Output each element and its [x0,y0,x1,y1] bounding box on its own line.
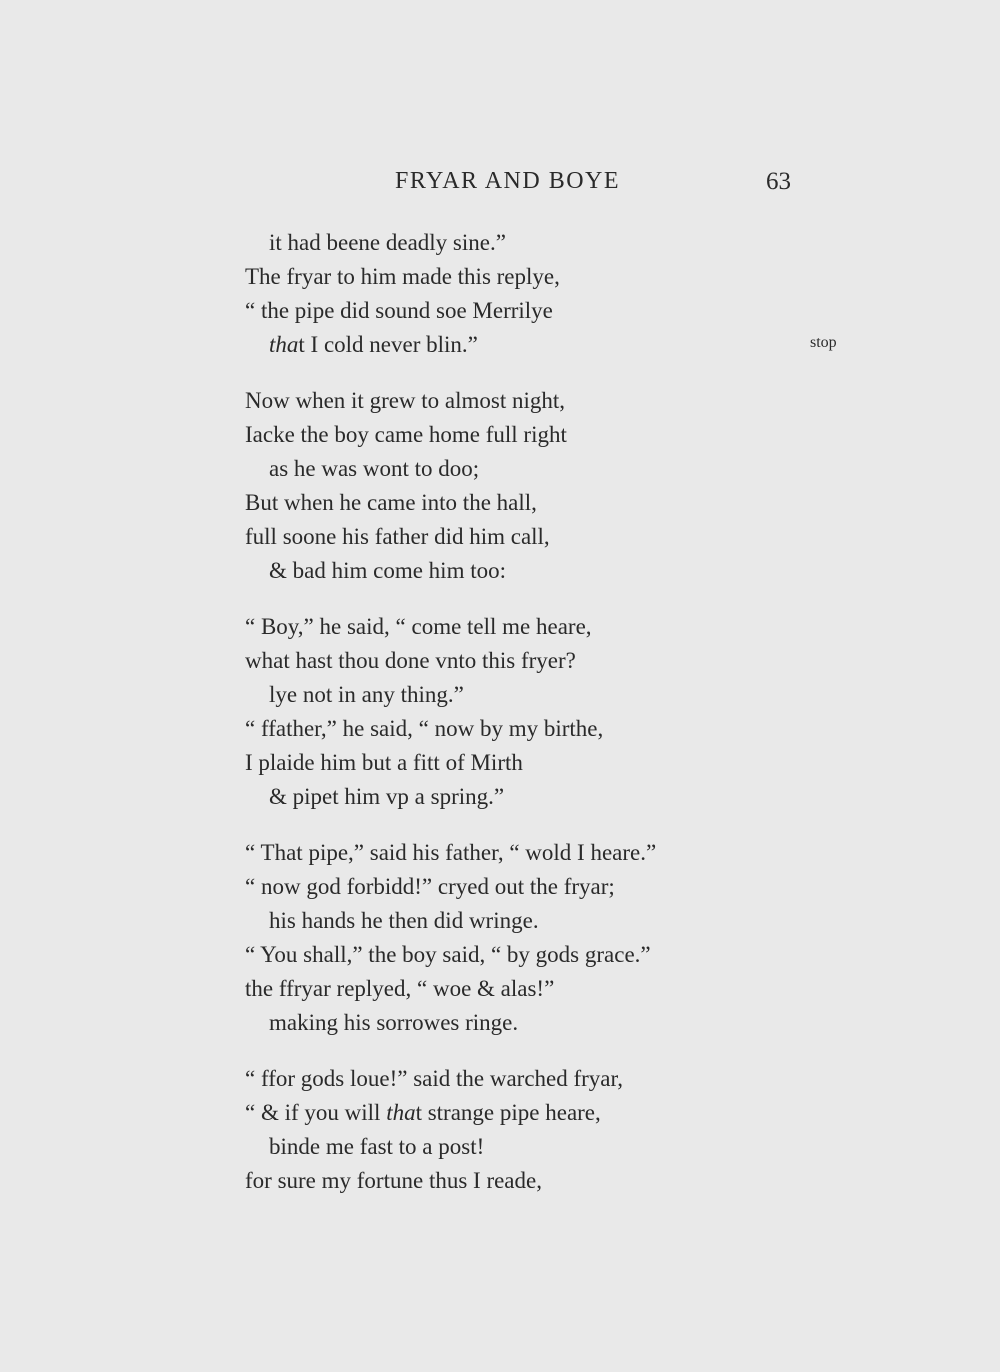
verse-text: “ ffather,” he said, “ now by my birthe, [245,716,604,741]
verse-line [245,418,805,452]
stanza [245,226,805,362]
verse-text: I plaide him but a fitt of Mirth [245,750,523,775]
verse-text: for sure my fortune thus I reade, [245,1168,542,1193]
verse-text: t I cold never blin.” [298,332,478,357]
verse-line [245,678,805,712]
verse-line [245,1164,805,1198]
stanza [245,836,805,1040]
page-number: 63 [766,168,791,195]
verse-text: lye not in any thing.” [269,682,464,707]
verse-text: Iacke the boy came home full right [245,422,567,447]
verse-line [245,1006,805,1040]
verse-line [245,520,805,554]
verse-text: full soone his father did him call, [245,524,550,549]
verse-text: the ffryar replyed, “ woe & alas!” [245,976,555,1001]
verse-line [245,870,805,904]
verse-line [245,1062,805,1096]
verse-text: “ ffor gods loue!” said the warched fryar, [245,1066,623,1091]
verse-line [245,260,805,294]
verse-line [245,780,805,814]
verse-text: & pipet him vp a spring.” [269,784,505,809]
verse-text: Now when it grew to almost night, [245,388,566,413]
verse-line [245,836,805,870]
verse-line [245,972,805,1006]
verse-text: “ & if you will [245,1100,387,1125]
verse-text: making his sorrowes ringe. [269,1010,519,1035]
poem-body [245,226,805,1198]
verse-line [245,1130,805,1164]
verse-text: his hands he then did wringe. [269,908,539,933]
verse-line [245,746,805,780]
italic-abbreviation: tha [386,1100,416,1125]
verse-text: “ the pipe did sound soe Merrilye [245,298,553,323]
margin-gloss: stop [810,334,837,351]
verse-line [245,384,805,418]
verse-text: “ Boy,” he said, “ come tell me heare, [245,614,592,639]
verse-text: as he was wont to doo; [269,456,480,481]
stanza [245,610,805,814]
stanza [245,1062,805,1198]
verse-line [245,226,805,260]
verse-text: binde me fast to a post! [269,1134,485,1159]
verse-text: “ now god forbidd!” cryed out the fryar; [245,874,615,899]
verse-text: The fryar to him made this replye, [245,264,560,289]
running-head: FRYAR AND BOYE [395,168,621,194]
verse-line [245,712,805,746]
verse-line [245,904,805,938]
verse-text: t strange pipe heare, [415,1100,601,1125]
italic-abbreviation: tha [269,332,299,357]
verse-line [245,644,805,678]
verse-line [245,554,805,588]
verse-text: “ You shall,” the boy said, “ by gods grace.” [245,942,651,967]
verse-line [245,1096,805,1130]
verse-line [245,938,805,972]
verse-text: it had beene deadly sine.” [269,230,506,255]
verse-line [245,610,805,644]
stanza [245,384,805,588]
verse-line [245,486,805,520]
verse-line [245,328,805,362]
verse-text: “ That pipe,” said his father, “ wold I heare.” [245,840,657,865]
verse-line [245,452,805,486]
verse-text: & bad him come him too: [269,558,506,583]
verse-line [245,294,805,328]
verse-text: But when he came into the hall, [245,490,537,515]
verse-text: what hast thou done vnto this fryer? [245,648,576,673]
